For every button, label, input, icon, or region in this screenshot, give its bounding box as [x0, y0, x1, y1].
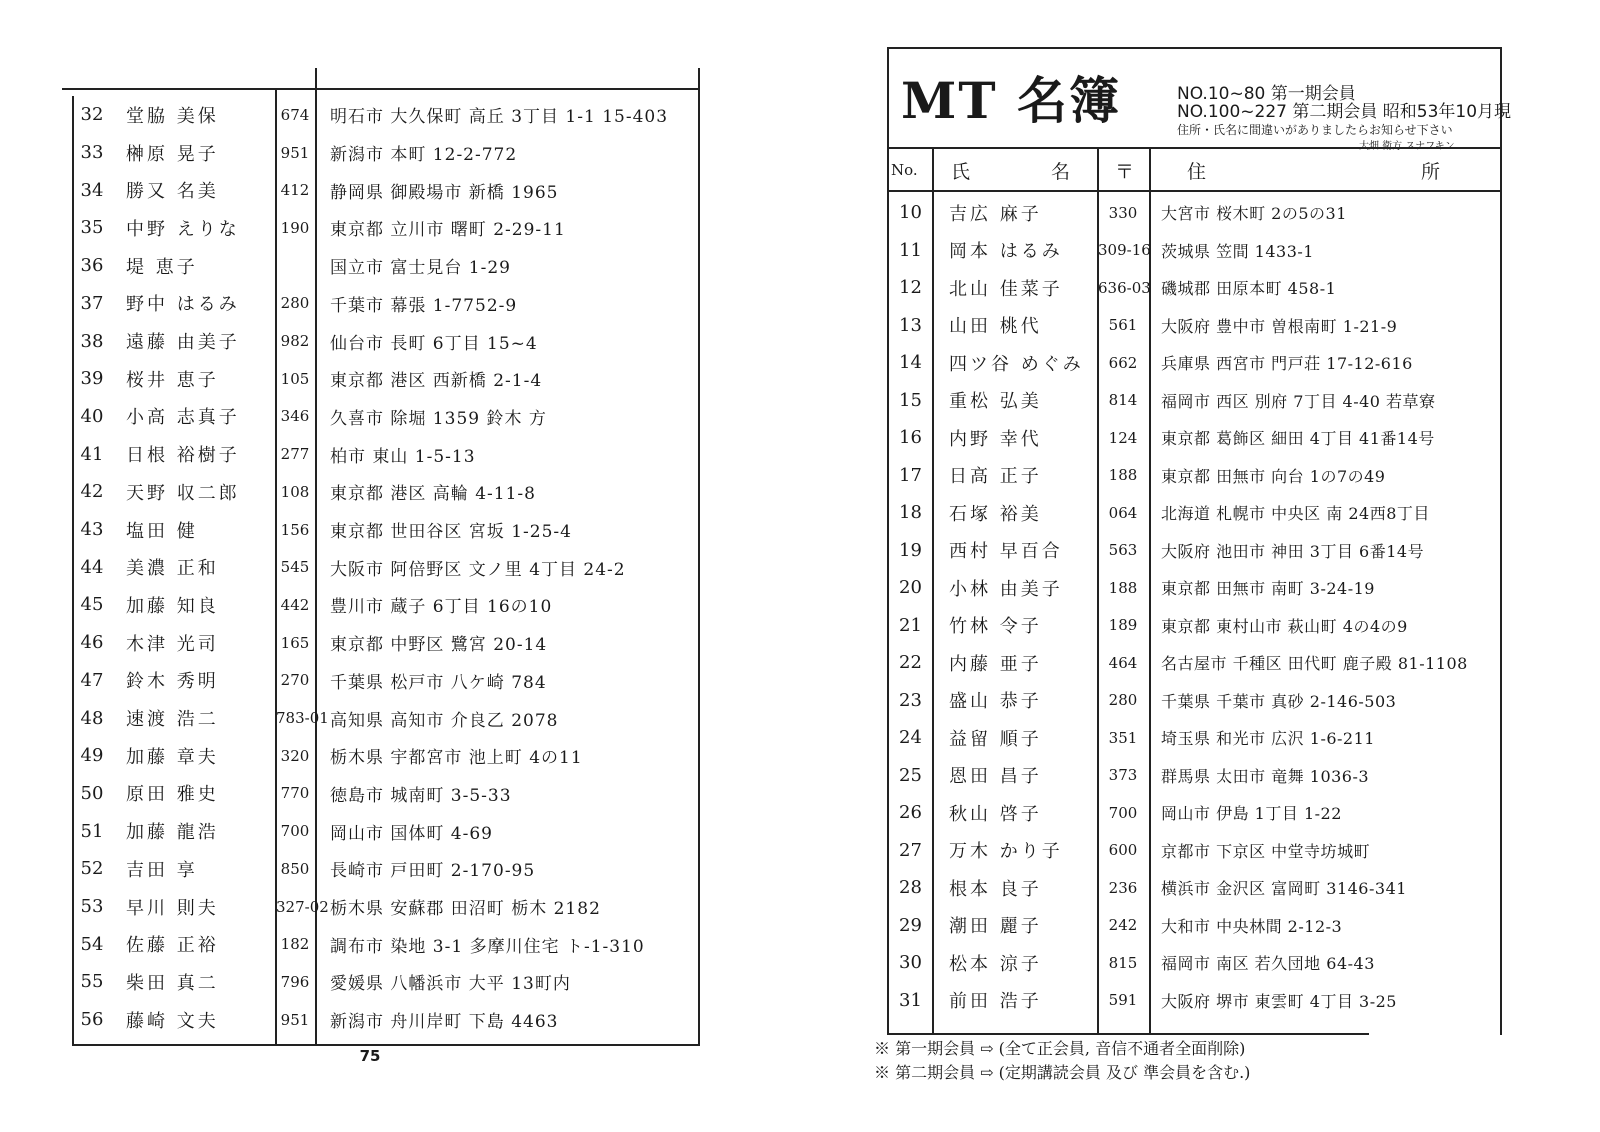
postal-code: 464 [1108, 653, 1138, 672]
member-address: 豊川市 蔵子 6丁目 16の10 [330, 597, 553, 618]
postal-code: 545 [280, 558, 310, 577]
member-address: 大阪市 阿倍野区 文ノ里 4丁目 24-2 [330, 559, 626, 580]
postal-code: 850 [280, 859, 310, 878]
postal-code: 561 [1108, 316, 1138, 335]
member-name: 日根 裕樹子 [126, 445, 240, 467]
postal-code: 700 [280, 822, 310, 841]
member-name: 早川 則夫 [126, 897, 219, 919]
table-row [889, 419, 1500, 457]
member-name: 内藤 亜子 [949, 653, 1042, 675]
member-address: 千葉市 幕張 1-7752-9 [330, 295, 518, 316]
postal-code: 796 [280, 972, 310, 991]
member-number: 52 [80, 858, 104, 880]
postal-code: 373 [1108, 766, 1138, 785]
member-address: 千葉県 千葉市 真砂 2-146-503 [1161, 691, 1397, 711]
postal-code: 815 [1108, 953, 1138, 972]
member-number: 47 [80, 669, 104, 691]
member-address: 栃木県 安蘇郡 田沼町 栃木 2182 [330, 899, 601, 920]
postal-code: 188 [1108, 578, 1138, 597]
member-name: 美濃 正和 [126, 558, 219, 580]
postal-code: 330 [1108, 203, 1138, 222]
header-rule [889, 190, 1500, 192]
member-name: 恩田 昌子 [949, 766, 1042, 788]
table-bottom-rule [889, 1033, 1369, 1035]
member-number: 50 [80, 782, 104, 804]
table-row [889, 232, 1500, 270]
member-name: 吉田 享 [126, 859, 198, 881]
postal-code: 108 [280, 482, 310, 501]
member-address: 愛媛県 八幡浜市 大平 13町内 [330, 974, 571, 995]
header-address-1: 住 [1187, 161, 1207, 183]
member-number: 48 [80, 707, 104, 729]
member-name: 天野 収二郎 [126, 482, 240, 504]
member-name: 小高 志真子 [126, 407, 240, 429]
postal-code: 280 [1108, 691, 1138, 710]
table-row [62, 398, 698, 436]
footnote-first-period: ※ 第一期会員 ⇨ (全て正会員, 音信不通者全面削除) [874, 1039, 1246, 1058]
table-row [62, 888, 698, 926]
member-number: 12 [899, 277, 922, 299]
member-address: 大阪府 池田市 神田 3丁目 6番14号 [1161, 541, 1425, 561]
member-number: 28 [899, 877, 922, 899]
table-row [62, 511, 698, 549]
member-number: 38 [80, 330, 104, 352]
table-row [889, 194, 1500, 232]
table-row [889, 869, 1500, 907]
table-row [889, 307, 1500, 345]
member-name: 加藤 知良 [126, 595, 219, 617]
member-address: 栃木県 宇都宮市 池上町 4の11 [330, 748, 583, 769]
member-name: 榊原 晃子 [126, 143, 219, 165]
member-number: 16 [899, 427, 922, 449]
table-row [889, 644, 1500, 682]
member-address: 静岡県 御殿場市 新橋 1965 [330, 182, 559, 203]
member-number: 35 [80, 217, 104, 239]
member-address: 徳島市 城南町 3-5-33 [330, 785, 512, 806]
postal-code: 280 [280, 294, 310, 313]
postal-code: 982 [280, 332, 310, 351]
table-row [62, 247, 698, 285]
member-number: 41 [80, 443, 104, 465]
member-name: 堤 恵子 [126, 256, 198, 278]
table-row [889, 382, 1500, 420]
postal-code: 636-03 [1098, 278, 1151, 297]
member-number: 19 [899, 539, 922, 561]
postal-code: 674 [280, 105, 310, 124]
table-row [62, 737, 698, 775]
table-row [62, 812, 698, 850]
member-address: 東京都 東村山市 萩山町 4の4の9 [1161, 616, 1408, 636]
member-number: 29 [899, 914, 922, 936]
member-name: 四ツ谷 めぐみ [949, 353, 1084, 375]
member-number: 34 [80, 179, 104, 201]
table-row [889, 982, 1500, 1020]
member-number: 36 [80, 255, 104, 277]
table-row [62, 96, 698, 134]
member-number: 26 [899, 802, 922, 824]
member-name: 吉広 麻子 [949, 203, 1042, 225]
member-number: 40 [80, 405, 104, 427]
member-number: 32 [80, 104, 104, 126]
member-address: 明石市 大久保町 高丘 3丁目 1-1 15-403 [330, 107, 669, 128]
member-address: 高知県 高知市 介良乙 2078 [330, 710, 559, 731]
member-name: 石塚 裕美 [949, 503, 1042, 525]
member-name: 西村 早百合 [949, 541, 1063, 563]
table-row [62, 662, 698, 700]
table-row [62, 285, 698, 323]
postal-code: 242 [1108, 916, 1138, 935]
table-row [889, 832, 1500, 870]
member-address: 兵庫県 西宮市 門戸荘 17-12-616 [1161, 354, 1413, 374]
postal-code: 563 [1108, 541, 1138, 560]
table-row [889, 794, 1500, 832]
table-row [62, 171, 698, 209]
table-row [889, 944, 1500, 982]
member-name: 柴田 真二 [126, 972, 219, 994]
member-name: 遠藤 由美子 [126, 332, 240, 354]
member-number: 56 [80, 1009, 104, 1031]
member-name: 中野 えりな [126, 218, 240, 240]
member-address: 群馬県 太田市 竜舞 1036-3 [1161, 766, 1370, 786]
member-number: 39 [80, 368, 104, 390]
table-row [62, 473, 698, 511]
table-row [62, 134, 698, 172]
member-number: 33 [80, 142, 104, 164]
member-number: 37 [80, 292, 104, 314]
postal-code: 320 [280, 746, 310, 765]
directory-title: MT 名簿 [901, 71, 1121, 130]
member-address: 福岡市 南区 若久団地 64-43 [1161, 954, 1375, 974]
postal-code: 951 [280, 1010, 310, 1029]
postal-code: 783-01 [276, 709, 329, 728]
member-range-note-1: NO.10~80 第一期会員 [1177, 84, 1356, 104]
member-name: 内野 幸代 [949, 428, 1042, 450]
member-number: 55 [80, 971, 104, 993]
postal-code: 442 [280, 595, 310, 614]
member-number: 46 [80, 632, 104, 654]
member-address: 柏市 東山 1-5-13 [330, 446, 476, 467]
member-number: 14 [899, 352, 922, 374]
table-row [62, 699, 698, 737]
member-number: 20 [899, 577, 922, 599]
header-no: No. [891, 161, 918, 179]
left-table [62, 68, 700, 1046]
table-row [889, 457, 1500, 495]
table-row [889, 719, 1500, 757]
member-name: 日高 正子 [949, 466, 1042, 488]
postal-code: 064 [1108, 503, 1138, 522]
member-number: 31 [899, 989, 922, 1011]
table-row [62, 1001, 698, 1039]
postal-code: 124 [1108, 428, 1138, 447]
member-number: 44 [80, 556, 104, 578]
table-row [889, 569, 1500, 607]
postal-code: 156 [280, 520, 310, 539]
member-number: 25 [899, 764, 922, 786]
header-address-2: 所 [1421, 161, 1441, 183]
member-name: 北山 佳菜子 [949, 278, 1063, 300]
member-name: 野中 はるみ [126, 294, 240, 316]
postal-code: 700 [1108, 803, 1138, 822]
postal-code: 951 [280, 143, 310, 162]
table-row [889, 607, 1500, 645]
postal-code: 600 [1108, 841, 1138, 860]
header-zip: 〒 [1115, 161, 1135, 183]
member-number: 27 [899, 839, 922, 861]
member-name: 小林 由美子 [949, 578, 1063, 600]
table-row [889, 344, 1500, 382]
member-address: 岡山市 国体町 4-69 [330, 823, 493, 844]
member-name: 万木 かり子 [949, 841, 1063, 863]
table-row [889, 907, 1500, 945]
member-name: 根本 良子 [949, 878, 1042, 900]
member-address: 東京都 葛飾区 細田 4丁目 41番14号 [1161, 429, 1435, 449]
postal-code: 182 [280, 935, 310, 954]
member-number: 22 [899, 652, 922, 674]
member-name: 桜井 恵子 [126, 369, 219, 391]
member-name: 塩田 健 [126, 520, 198, 542]
table-row [62, 850, 698, 888]
member-name: 加藤 龍浩 [126, 822, 219, 844]
member-number: 42 [80, 481, 104, 503]
member-number: 21 [899, 614, 922, 636]
member-address: 仙台市 長町 6丁目 15~4 [330, 333, 538, 354]
member-address: 東京都 港区 高輪 4-11-8 [330, 484, 536, 505]
member-name: 木津 光司 [126, 633, 219, 655]
member-name: 佐藤 正裕 [126, 935, 219, 957]
table-row [889, 757, 1500, 795]
postal-code: 165 [280, 633, 310, 652]
member-address: 新潟市 本町 12-2-772 [330, 145, 518, 166]
member-address: 北海道 札幌市 中央区 南 24西8丁目 [1161, 504, 1430, 524]
table-row [62, 624, 698, 662]
member-address: 横浜市 金沢区 富岡町 3146-341 [1161, 879, 1407, 899]
member-name: 鈴木 秀明 [126, 671, 219, 693]
member-address: 国立市 富士見台 1-29 [330, 258, 511, 279]
member-address: 東京都 世田谷区 宮坂 1-25-4 [330, 522, 572, 543]
member-name: 重松 弘美 [949, 391, 1042, 413]
member-name: 藤崎 文夫 [126, 1010, 219, 1032]
member-number: 54 [80, 933, 104, 955]
member-address: 大和市 中央林間 2-12-3 [1161, 916, 1343, 936]
contact-note: 大畑 衛方 スナフキン [1359, 141, 1455, 152]
member-number: 30 [899, 952, 922, 974]
member-name: 勝又 名美 [126, 181, 219, 203]
member-number: 17 [899, 464, 922, 486]
member-address: 茨城県 笠間 1433-1 [1161, 241, 1314, 261]
postal-code: 770 [280, 784, 310, 803]
member-number: 10 [899, 202, 922, 224]
postal-code: 188 [1108, 466, 1138, 485]
member-name: 加藤 章夫 [126, 746, 219, 768]
member-number: 49 [80, 745, 104, 767]
postal-code: 351 [1108, 728, 1138, 747]
member-number: 18 [899, 502, 922, 524]
table-row [62, 548, 698, 586]
member-address: 東京都 中野区 鷺宮 20-14 [330, 635, 548, 656]
member-number: 15 [899, 389, 922, 411]
right-page [800, 0, 1600, 1132]
table-top-rule [62, 88, 698, 90]
member-address: 久喜市 除堀 1359 鈴木 方 [330, 408, 547, 429]
member-address: 磯城郡 田原本町 458-1 [1161, 279, 1337, 299]
table-row [62, 360, 698, 398]
member-number: 53 [80, 896, 104, 918]
table-row [62, 775, 698, 813]
member-address: 大阪府 豊中市 曽根南町 1-21-9 [1161, 316, 1398, 336]
member-address: 長崎市 戸田町 2-170-95 [330, 861, 536, 882]
header-name-2: 名 [1051, 161, 1071, 183]
member-number: 13 [899, 314, 922, 336]
table-row [62, 963, 698, 1001]
member-name: 潮田 麗子 [949, 916, 1042, 938]
member-address: 調布市 染地 3-1 多摩川住宅 ト-1-310 [330, 936, 645, 957]
member-name: 前田 浩子 [949, 991, 1042, 1013]
member-number: 45 [80, 594, 104, 616]
postal-code: 814 [1108, 391, 1138, 410]
postal-code: 327-02 [276, 897, 329, 916]
member-address: 福岡市 西区 別府 7丁目 4-40 若草寮 [1161, 391, 1436, 411]
member-address: 東京都 田無市 向台 1の7の49 [1161, 466, 1386, 486]
table-bottom-rule [72, 1044, 698, 1046]
table-row [889, 494, 1500, 532]
member-name: 益留 順子 [949, 728, 1042, 750]
member-address: 京都市 下京区 中堂寺坊城町 [1161, 841, 1371, 861]
postal-code: 309-16 [1098, 241, 1151, 260]
member-name: 堂脇 美保 [126, 105, 219, 127]
postal-code: 270 [280, 671, 310, 690]
member-name: 秋山 啓子 [949, 803, 1042, 825]
member-name: 松本 涼子 [949, 953, 1042, 975]
postal-code: 591 [1108, 991, 1138, 1010]
member-address: 岡山市 伊島 1丁目 1-22 [1161, 804, 1342, 824]
table-row [889, 532, 1500, 570]
table-row [889, 682, 1500, 720]
member-name: 原田 雅史 [126, 784, 219, 806]
member-name: 竹林 令子 [949, 616, 1042, 638]
table-row [62, 586, 698, 624]
directory-header [887, 47, 1512, 152]
right-table [887, 147, 1502, 1035]
member-address: 大阪府 堺市 東雲町 4丁目 3-25 [1161, 991, 1397, 1011]
member-address: 東京都 港区 西新橋 2-1-4 [330, 371, 543, 392]
postal-code: 190 [280, 218, 310, 237]
member-name: 盛山 恭子 [949, 691, 1042, 713]
postal-code: 346 [280, 407, 310, 426]
table-row [62, 435, 698, 473]
member-address: 埼玉県 和光市 広沢 1-6-211 [1161, 729, 1375, 749]
member-name: 速渡 浩二 [126, 709, 219, 731]
member-name: 岡本 はるみ [949, 241, 1063, 263]
member-address: 新潟市 舟川岸町 下島 4463 [330, 1012, 559, 1033]
member-number: 24 [899, 727, 922, 749]
member-number: 43 [80, 519, 104, 541]
table-row [62, 322, 698, 360]
postal-code: 662 [1108, 353, 1138, 372]
member-address: 名古屋市 千種区 田代町 鹿子殿 81-1108 [1161, 654, 1468, 674]
member-number: 11 [899, 239, 922, 261]
member-address: 千葉県 松戸市 八ケ崎 784 [330, 672, 547, 693]
member-range-note-2: NO.100~227 第二期会員 昭和53年10月現 [1177, 102, 1512, 122]
header-name-1: 氏 [951, 161, 971, 183]
member-number: 23 [899, 689, 922, 711]
member-number: 51 [80, 820, 104, 842]
member-address: 大宮市 桜木町 2の5の31 [1161, 204, 1347, 224]
member-address: 東京都 田無市 南町 3-24-19 [1161, 579, 1375, 599]
postal-code: 412 [280, 181, 310, 200]
member-name: 山田 桃代 [949, 316, 1042, 338]
member-address: 東京都 立川市 曙町 2-29-11 [330, 220, 566, 241]
postal-code: 105 [280, 369, 310, 388]
footnote-second-period: ※ 第二期会員 ⇨ (定期講読会員 及び 準会員を含む.) [874, 1063, 1251, 1082]
table-row [62, 209, 698, 247]
page-number: 75 [359, 1047, 381, 1065]
table-row [889, 269, 1500, 307]
table-row [62, 925, 698, 963]
postal-code: 277 [280, 445, 310, 464]
correction-request-note: 住所・氏名に間違いがありましたらお知らせ下さい [1177, 123, 1453, 137]
postal-code: 189 [1108, 616, 1138, 635]
postal-code: 236 [1108, 878, 1138, 897]
